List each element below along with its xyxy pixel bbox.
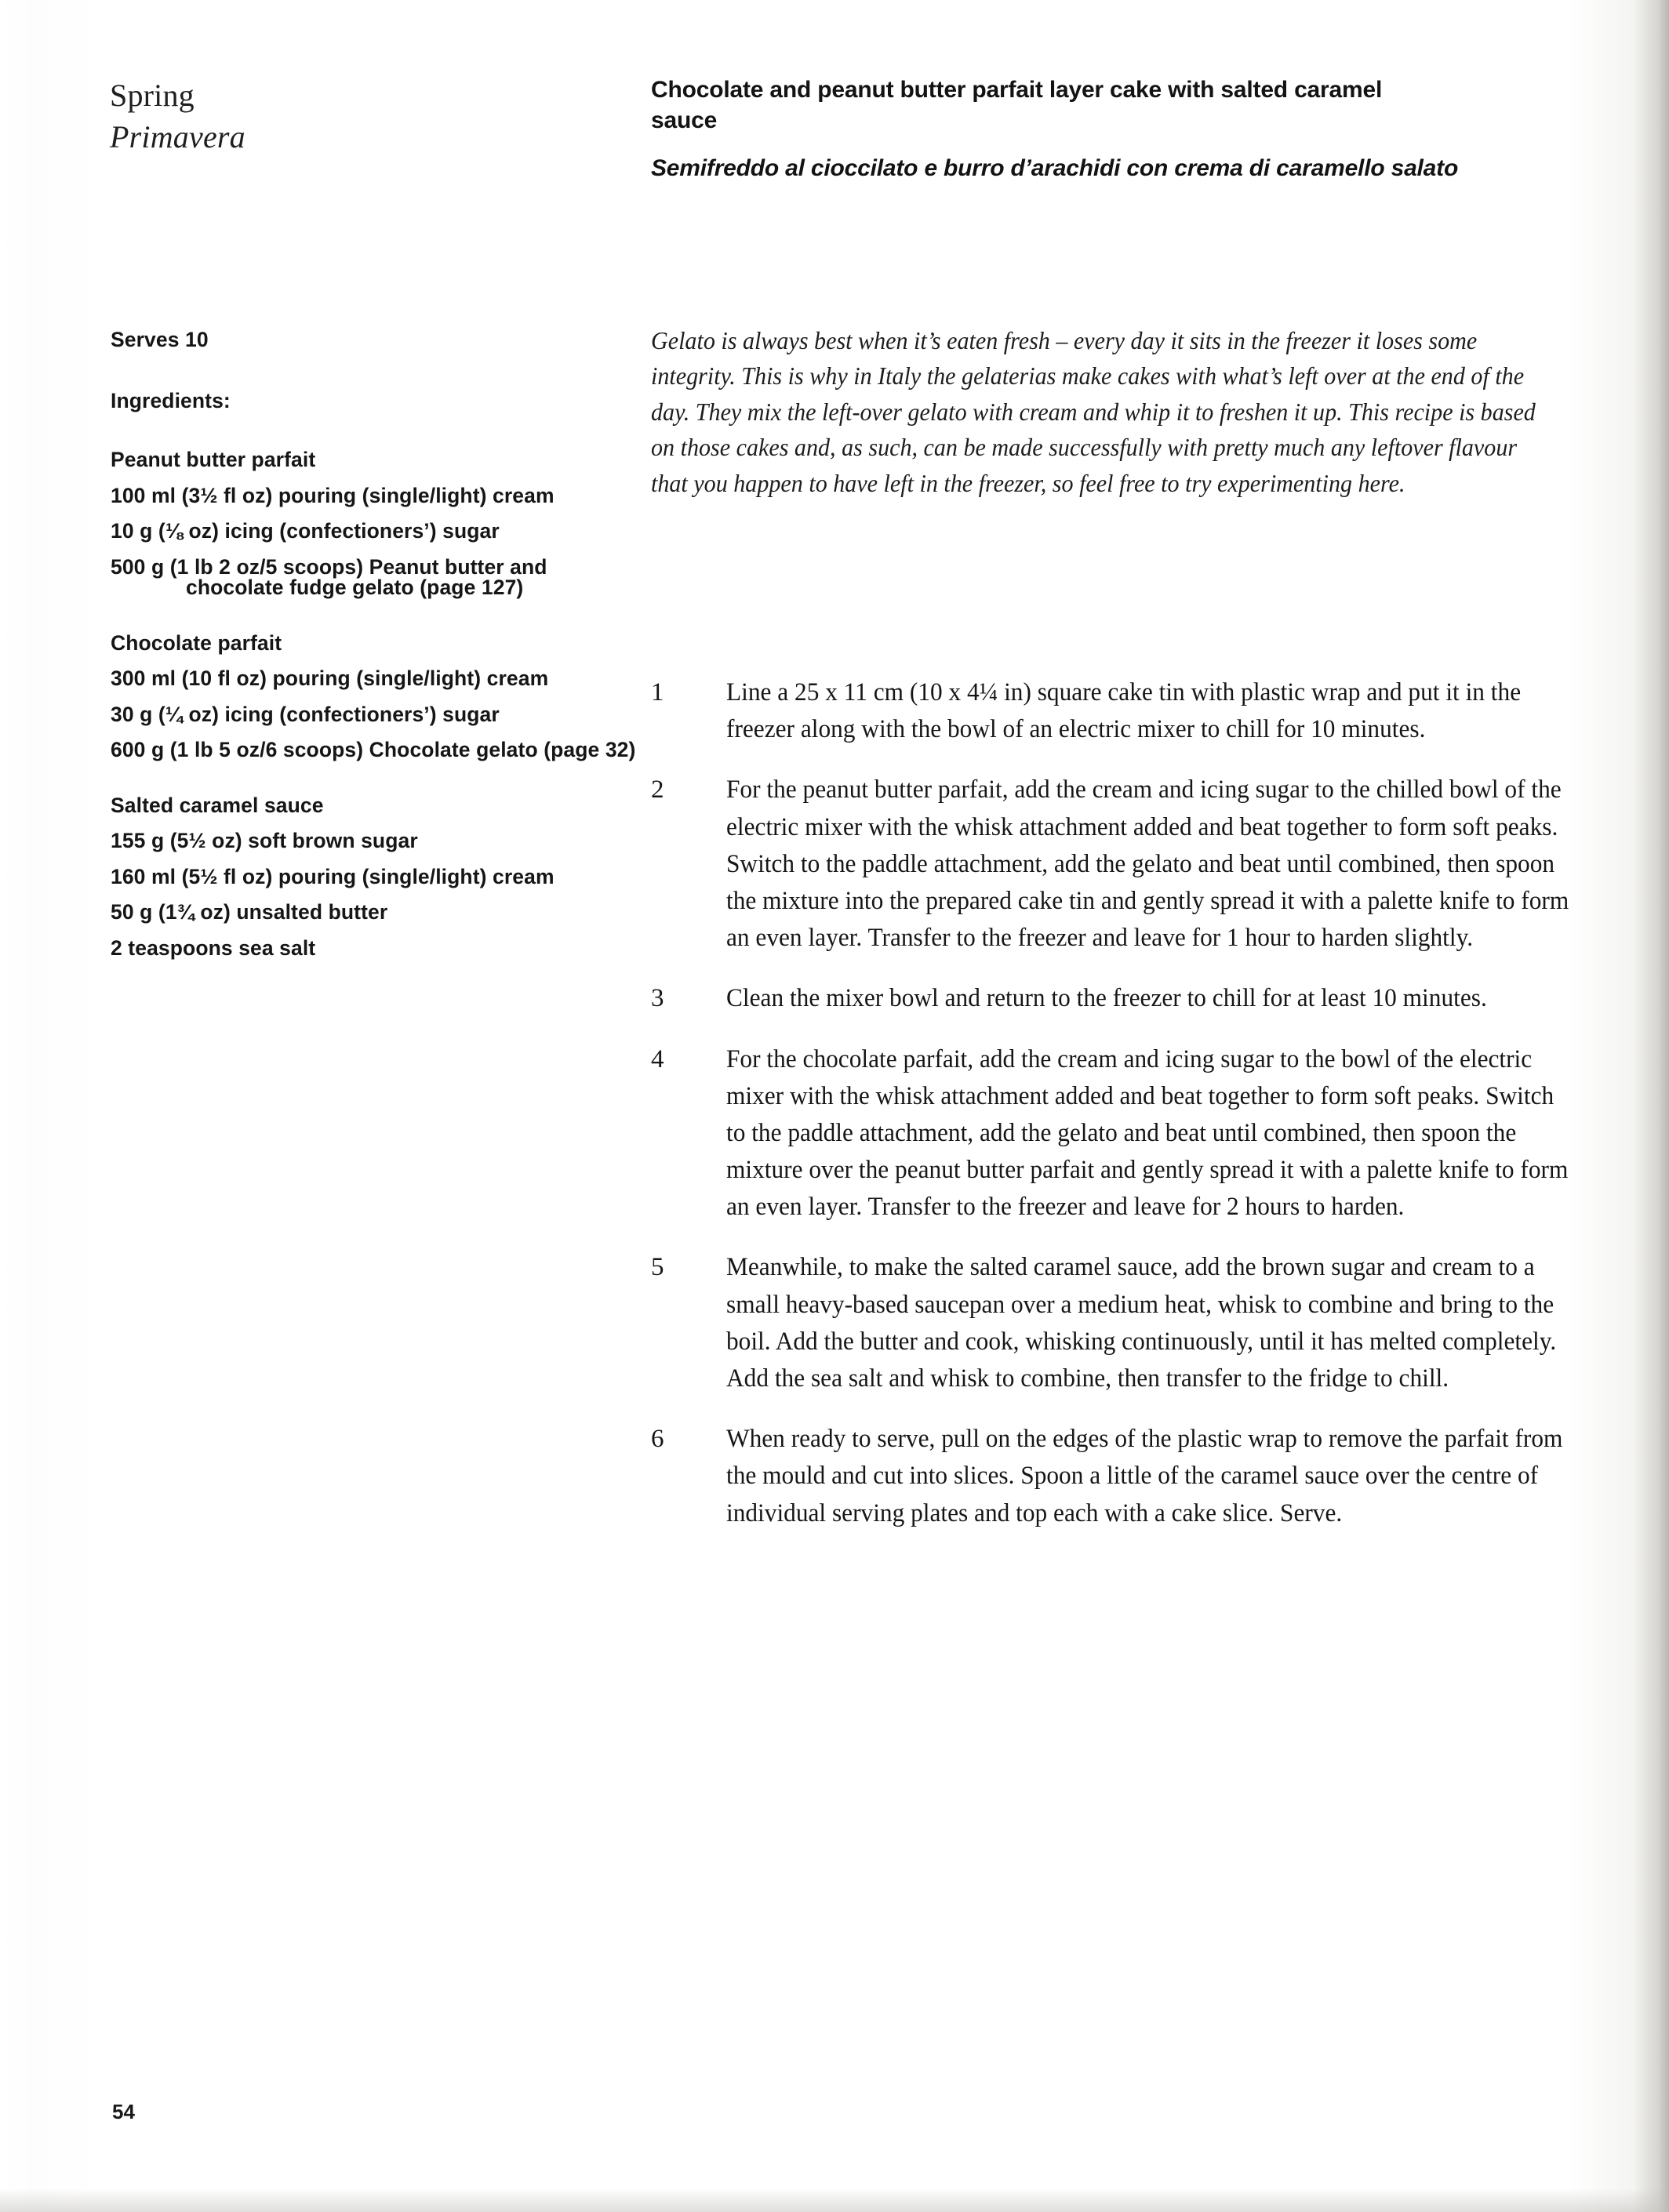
serves-text: Serves 10 xyxy=(111,328,209,351)
ingredient-item: 600 g (1 lb 5 oz/6 scoops) Chocolate gelato (page 32) xyxy=(111,738,636,761)
recipe-title-english: Chocolate and peanut butter parfait layer cake with salted caramel sauce xyxy=(651,77,1383,133)
ingredient-item: 300 ml (10 fl oz) pouring (single/light) cream xyxy=(111,667,549,690)
page-number: 54 xyxy=(112,2100,135,2123)
ingredient-item: 500 g (1 lb 2 oz/5 scoops) Peanut butter and chocolate fudge gelato (page 127) xyxy=(111,554,547,599)
recipe-title-italian: Semifreddo al cioccilato e burro d’arachidi con crema di caramello salato xyxy=(651,155,1459,181)
ingredients-column xyxy=(111,329,644,958)
ingredient-item: 50 g (1¾ oz) unsalted butter xyxy=(111,900,388,924)
chapter-name-italian: Primavera xyxy=(110,118,245,154)
method-step xyxy=(651,980,1616,1017)
recipe-intro-paragraph: Gelato is always best when it’s eaten fresh – every day it sits in the freezer it loses some integrity. This is why in Italy the gelaterias make cakes with what’s left over at the end of the day. They mix the left-over gelato with cream and whip it to freshen it up. This recipe is based on those cakes and, as such, can be made successfully with pretty much any leftover flavour that you happen to have left in the freezer, so feel free to try experimenting here. xyxy=(651,326,1536,497)
ingredient-group xyxy=(111,795,644,959)
step-number: 3 xyxy=(651,984,664,1013)
ingredients-label: Ingredients: xyxy=(111,388,231,412)
method-step xyxy=(651,1041,1616,1226)
ingredient-item: 160 ml (5½ fl oz) pouring (single/light) cream xyxy=(111,864,555,888)
method-step xyxy=(651,772,1616,957)
step-number: 4 xyxy=(651,1044,664,1073)
step-number: 1 xyxy=(651,678,664,706)
method-step xyxy=(651,1249,1616,1397)
step-number: 2 xyxy=(651,775,664,805)
chapter-heading xyxy=(110,75,549,158)
method-steps xyxy=(651,674,1616,1532)
method-step xyxy=(651,1421,1616,1532)
method-step xyxy=(651,674,1616,748)
ingredient-group-heading: Peanut butter parfait xyxy=(111,448,316,471)
ingredient-group-heading: Chocolate parfait xyxy=(111,630,282,655)
ingredient-item: 100 ml (3½ fl oz) pouring (single/light) cream xyxy=(111,483,555,507)
chapter-name-english: Spring xyxy=(110,78,195,113)
ingredient-group-heading: Salted caramel sauce xyxy=(111,793,324,817)
page-edge-shadow-bottom xyxy=(0,2188,1669,2212)
page-edge-shadow-right xyxy=(1633,0,1669,2212)
ingredient-item: 2 teaspoons sea salt xyxy=(111,935,316,960)
step-text: Line a 25 x 11 cm (10 x 4¼ in) square cake tin with plastic wrap and put it in the freezer along with the bowl of an electric mixer to chill for 10 minutes. xyxy=(726,678,1522,744)
step-text: When ready to serve, pull on the edges of the plastic wrap to remove the parfait from the mould and cut into slices. Spoon a little of the caramel sauce over the centre of individual serving plates and top each with a cake slice. Serve. xyxy=(726,1425,1563,1527)
ingredient-item: 155 g (5½ oz) soft brown sugar xyxy=(111,829,418,852)
step-text: For the chocolate parfait, add the cream and icing sugar to the bowl of the electric mixer with the whisk attachment added and beat together to form soft peaks. Switch to the paddle attachment, add the gelato and beat until combined, then spoon the mixture over the peanut butter parfait and gently spread it with a palette knife to form an even layer. Transfer to the freezer and leave for 2 hours to harden. xyxy=(726,1044,1569,1222)
ingredient-item: 30 g (¼ oz) icing (confectioners’) sugar xyxy=(111,702,500,726)
step-text: Clean the mixer bowl and return to the freezer to chill for at least 10 minutes. xyxy=(726,984,1487,1013)
ingredient-group xyxy=(111,449,644,598)
step-number: 6 xyxy=(651,1425,664,1454)
step-text: Meanwhile, to make the salted caramel sauce, add the brown sugar and cream to a small heavy-based saucepan over a medium heat, whisk to combine and bring to the boil. Add the butter and cook, whisking continuously, until it has melted completely. Add the sea salt and whisk to combine, then transfer to the fridge to chill. xyxy=(726,1253,1557,1393)
ingredient-item: 10 g (⅛ oz) icing (confectioners’) sugar xyxy=(111,519,500,543)
step-number: 5 xyxy=(651,1253,664,1282)
ingredient-group xyxy=(111,630,644,761)
step-text: For the peanut butter parfait, add the cream and icing sugar to the chilled bowl of the electric mixer with the whisk attachment added and beat together to form soft peaks. Switch to the paddle attachment, add the gelato and beat until combined, then spoon the mixture into the prepared cake tin and gently spread it with a palette knife to form an even layer. Transfer to the freezer and leave for 1 hour to harden slightly. xyxy=(726,775,1569,953)
